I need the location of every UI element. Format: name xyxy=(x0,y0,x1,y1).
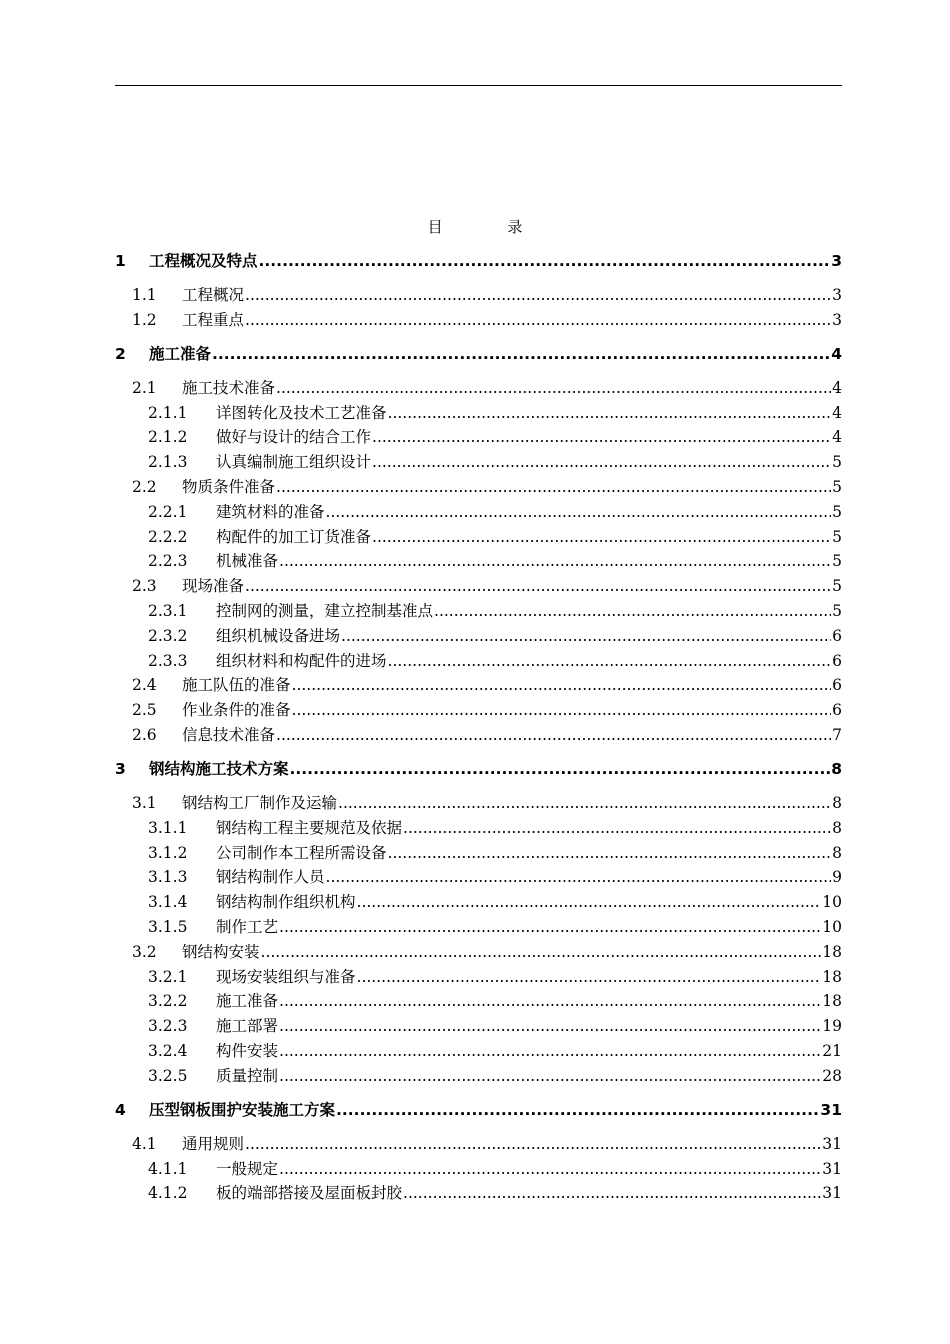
toc-entry[interactable] xyxy=(115,916,842,938)
toc-entry-number: 3.2.1 xyxy=(148,967,188,986)
toc-entry-page: 3 xyxy=(832,310,842,329)
toc-dot-leader xyxy=(326,866,832,888)
toc-dot-leader xyxy=(276,724,831,746)
toc-dot-leader xyxy=(261,941,822,963)
toc-entry[interactable] xyxy=(115,891,842,913)
toc-title: 目 录 xyxy=(427,218,553,236)
toc-dot-leader xyxy=(388,650,832,672)
toc-entry-number: 3.1.3 xyxy=(148,868,188,887)
toc-entry-title: 制作工艺 xyxy=(216,918,279,936)
toc-entry-title: 钢结构施工技术方案 xyxy=(149,760,289,778)
toc-entry-number: 3.1.5 xyxy=(148,918,188,936)
toc-entry[interactable] xyxy=(115,724,842,746)
toc-dot-leader xyxy=(259,250,831,272)
toc-entry[interactable] xyxy=(115,817,842,839)
toc-entry-page: 4 xyxy=(832,378,842,397)
toc-entry-title: 建筑材料的准备 xyxy=(216,502,325,521)
toc-entry-number: 4.1 xyxy=(132,1134,157,1153)
toc-entry-page: 10 xyxy=(822,918,842,936)
toc-entry[interactable] xyxy=(115,284,842,306)
toc-entry-page: 18 xyxy=(822,942,842,961)
toc-entry-number: 2.3.3 xyxy=(148,651,188,670)
toc-entry-page: 3 xyxy=(831,252,842,270)
toc-entry-number: 4 xyxy=(115,1100,126,1119)
toc-entry-page: 6 xyxy=(832,676,842,695)
toc-dot-leader xyxy=(276,476,831,498)
toc-entry-number: 2.5 xyxy=(132,701,157,720)
toc-dot-leader xyxy=(276,377,831,399)
toc-entry[interactable] xyxy=(115,966,842,988)
toc-entry-number: 2.2 xyxy=(132,478,157,496)
toc-entry-page: 4 xyxy=(832,428,842,447)
toc-entry-title: 施工准备 xyxy=(216,992,279,1011)
toc-entry-title: 钢结构制作组织机构 xyxy=(216,893,356,912)
toc-entry-page: 6 xyxy=(832,701,842,720)
toc-entry[interactable] xyxy=(115,866,842,888)
toc-entry-title: 公司制作本工程所需设备 xyxy=(216,843,387,862)
toc-entry[interactable] xyxy=(115,426,842,448)
toc-entry-number: 4.1.1 xyxy=(148,1159,188,1178)
toc-entry[interactable] xyxy=(115,941,842,963)
toc-entry[interactable] xyxy=(115,1040,842,1062)
toc-entry-number: 2.2.1 xyxy=(148,502,188,521)
toc-dot-leader xyxy=(279,916,821,938)
toc-entry-number: 2.3.1 xyxy=(148,602,188,620)
toc-dot-leader xyxy=(338,792,831,814)
toc-entry-page: 5 xyxy=(832,478,842,496)
toc-dot-leader xyxy=(245,575,831,597)
toc-entry-number: 3 xyxy=(115,760,126,778)
toc-entry-title: 工程概况 xyxy=(182,286,245,304)
toc-entry-number: 2.2.3 xyxy=(148,552,188,571)
toc-entry-title: 施工准备 xyxy=(149,344,212,363)
toc-entry[interactable] xyxy=(115,377,842,399)
toc-entry[interactable] xyxy=(115,1133,842,1155)
toc-entry-number: 2.1.2 xyxy=(148,428,188,447)
toc-entry-number: 1.2 xyxy=(132,310,157,329)
toc-entry-page: 6 xyxy=(832,651,842,670)
toc-entry-page: 18 xyxy=(822,992,842,1011)
toc-entry-title: 现场准备 xyxy=(182,577,245,596)
toc-entry-number: 3.1.4 xyxy=(148,893,188,912)
toc-dot-leader xyxy=(372,426,831,448)
toc-dot-leader xyxy=(279,1040,821,1062)
toc-entry-page: 8 xyxy=(832,794,842,812)
toc-dot-leader xyxy=(292,674,832,696)
toc-entry[interactable] xyxy=(115,600,842,622)
toc-entry-title: 认真编制施工组织设计 xyxy=(216,453,372,472)
toc-entry-title: 组织机械设备进场 xyxy=(216,626,341,645)
toc-entry-title: 钢结构安装 xyxy=(182,942,260,961)
toc-entry-title: 一般规定 xyxy=(216,1159,279,1178)
toc-dot-leader xyxy=(279,1158,821,1180)
toc-entry-page: 5 xyxy=(832,453,842,472)
toc-entry-number: 3.2.2 xyxy=(148,992,188,1011)
toc-entry-title: 通用规则 xyxy=(182,1134,245,1153)
toc-entry[interactable] xyxy=(115,476,842,498)
toc-entry-title: 做好与设计的结合工作 xyxy=(216,428,372,447)
toc-entry[interactable] xyxy=(115,842,842,864)
toc-dot-leader xyxy=(290,758,831,780)
toc-entry[interactable] xyxy=(115,1158,842,1180)
toc-entry-number: 3.2.3 xyxy=(148,1017,188,1036)
toc-entry-title: 钢结构制作人员 xyxy=(216,868,325,887)
toc-entry-number: 3.1.2 xyxy=(148,843,188,862)
toc-entry-page: 18 xyxy=(822,967,842,986)
toc-entry-page: 4 xyxy=(831,344,842,363)
toc-dot-leader xyxy=(336,1099,819,1121)
toc-entry-title: 钢结构工程主要规范及依据 xyxy=(216,818,403,837)
toc-entry-number: 4.1.2 xyxy=(148,1184,188,1203)
toc-entry-title: 板的端部搭接及屋面板封胶 xyxy=(216,1184,403,1203)
toc-entry[interactable] xyxy=(115,792,842,814)
toc-entry-title: 质量控制 xyxy=(216,1066,279,1085)
toc-entry-page: 5 xyxy=(832,552,842,571)
toc-entry-number: 2.4 xyxy=(132,676,157,695)
toc-entry-page: 5 xyxy=(832,527,842,546)
toc-entry[interactable] xyxy=(115,550,842,572)
toc-entry-number: 2.1.1 xyxy=(148,403,188,422)
toc-entry-page: 28 xyxy=(822,1066,842,1085)
toc-dot-leader xyxy=(341,625,831,647)
toc-entry-page: 8 xyxy=(831,760,842,778)
toc-entry[interactable] xyxy=(115,1065,842,1087)
toc-entry[interactable] xyxy=(115,501,842,523)
toc-entry[interactable] xyxy=(115,625,842,647)
toc-entry-page: 5 xyxy=(832,602,842,620)
toc-dot-leader xyxy=(245,309,831,331)
toc-dot-leader xyxy=(357,966,822,988)
toc-entry[interactable] xyxy=(115,402,842,424)
toc-entry-page: 21 xyxy=(822,1042,842,1060)
toc-entry-page: 3 xyxy=(832,286,842,304)
toc-entry-number: 2.1 xyxy=(132,378,157,397)
toc-entry-title: 机械准备 xyxy=(216,552,279,571)
toc-dot-leader xyxy=(357,891,822,913)
toc-entry-page: 10 xyxy=(822,893,842,912)
toc-entry-page: 31 xyxy=(822,1134,842,1153)
toc-dot-leader xyxy=(403,817,831,839)
toc-entry-number: 2.2.2 xyxy=(148,527,188,546)
toc-dot-leader xyxy=(292,699,832,721)
toc-dot-leader xyxy=(326,501,832,523)
toc-entry-page: 8 xyxy=(832,818,842,837)
toc-dot-leader xyxy=(245,1133,821,1155)
toc-entry-title: 物质条件准备 xyxy=(182,478,276,496)
toc-entry[interactable] xyxy=(115,250,842,272)
toc-dot-leader xyxy=(388,842,832,864)
toc-entry-number: 3.2 xyxy=(132,942,157,961)
toc-entry-title: 工程重点 xyxy=(182,310,245,329)
toc-entry-number: 2.3.2 xyxy=(148,626,188,645)
toc-entry-title: 施工队伍的准备 xyxy=(182,676,291,695)
toc-dot-leader xyxy=(388,402,832,424)
toc-entry-number: 2.6 xyxy=(132,726,157,744)
toc-entry[interactable] xyxy=(115,758,842,780)
toc-entry-page: 5 xyxy=(832,577,842,596)
toc-entry-page: 6 xyxy=(832,626,842,645)
toc-dot-leader xyxy=(403,1182,821,1204)
toc-entry-page: 8 xyxy=(832,843,842,862)
toc-entry[interactable] xyxy=(115,699,842,721)
toc-entry-page: 9 xyxy=(832,868,842,887)
toc-entry-title: 压型钢板围护安装施工方案 xyxy=(149,1100,336,1119)
toc-entry-number: 2.3 xyxy=(132,577,157,596)
toc-entry-number: 3.2.4 xyxy=(148,1042,188,1060)
toc-entry-page: 5 xyxy=(832,502,842,521)
toc-entry[interactable] xyxy=(115,451,842,473)
toc-dot-leader xyxy=(245,284,831,306)
toc-entry-title: 组织材料和构配件的进场 xyxy=(216,651,387,670)
toc-entry[interactable] xyxy=(115,650,842,672)
toc-entry-number: 3.1.1 xyxy=(148,818,188,837)
toc-entry[interactable] xyxy=(115,1015,842,1037)
toc-entry-title: 现场安装组织与准备 xyxy=(216,967,356,986)
toc-dot-leader xyxy=(279,1065,821,1087)
toc-entry-number: 2 xyxy=(115,344,126,363)
toc-entry[interactable] xyxy=(115,1182,842,1204)
toc-entry-title: 施工技术准备 xyxy=(182,378,276,397)
toc-entry[interactable] xyxy=(115,526,842,548)
toc-dot-leader xyxy=(212,343,830,365)
toc-dot-leader xyxy=(279,550,831,572)
toc-entry-number: 1.1 xyxy=(132,286,157,304)
toc-dot-leader xyxy=(279,990,821,1012)
toc-entry-number: 3.2.5 xyxy=(148,1066,188,1085)
toc-entry-page: 31 xyxy=(822,1184,842,1203)
toc-dot-leader xyxy=(434,600,831,622)
toc-entry-number: 2.1.3 xyxy=(148,453,188,472)
toc-entry-number: 3.1 xyxy=(132,794,157,812)
toc-entry-page: 31 xyxy=(822,1159,842,1178)
toc-entry-title: 控制网的测量，建立控制基准点 xyxy=(216,602,434,620)
toc-entry[interactable] xyxy=(115,990,842,1012)
toc-entry[interactable] xyxy=(115,309,842,331)
toc-dot-leader xyxy=(279,1015,821,1037)
toc-entry-page: 19 xyxy=(822,1017,842,1036)
toc-entry-title: 施工部署 xyxy=(216,1017,279,1036)
toc-entry-title: 构配件的加工订货准备 xyxy=(216,527,372,546)
toc-dot-leader xyxy=(372,451,831,473)
toc-entry[interactable] xyxy=(115,674,842,696)
toc-entry-page: 31 xyxy=(820,1100,842,1119)
toc-entry-page: 7 xyxy=(832,726,842,744)
toc-entry-number: 1 xyxy=(115,252,126,270)
toc-entry-title: 构件安装 xyxy=(216,1042,279,1060)
toc-entry-title: 详图转化及技术工艺准备 xyxy=(216,403,387,422)
toc-entry-title: 工程概况及特点 xyxy=(149,252,258,270)
toc-entry[interactable] xyxy=(115,575,842,597)
toc-entry-title: 钢结构工厂制作及运输 xyxy=(182,794,338,812)
toc-entry[interactable] xyxy=(115,1099,842,1121)
toc-entry[interactable] xyxy=(115,343,842,365)
toc-entry-page: 4 xyxy=(832,403,842,422)
toc-dot-leader xyxy=(372,526,831,548)
toc-entry-title: 信息技术准备 xyxy=(182,726,276,744)
toc-entry-title: 作业条件的准备 xyxy=(182,701,291,720)
header-rule xyxy=(115,85,842,86)
